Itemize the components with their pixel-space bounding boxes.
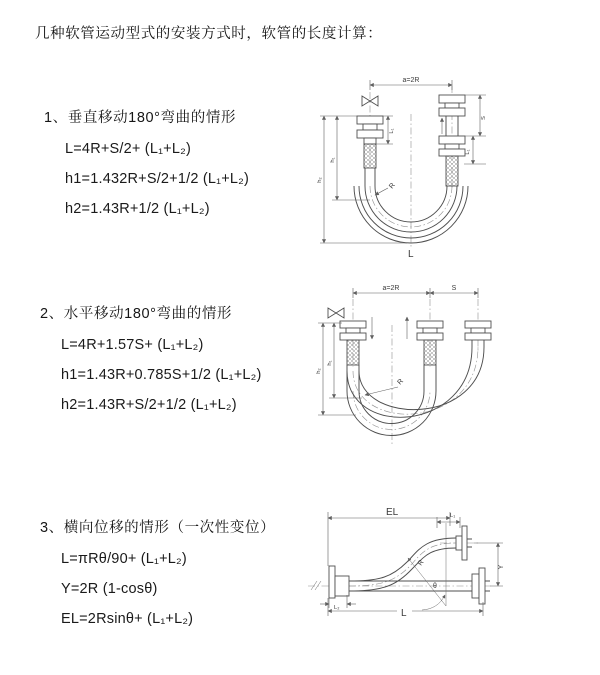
page-title: 几种软管运动型式的安装方式时，软管的长度计算： bbox=[35, 26, 383, 42]
dim-label-y: Y bbox=[498, 564, 505, 570]
section-lateral-displacement bbox=[40, 516, 275, 634]
dim-label-l1-left: L₁ bbox=[389, 128, 395, 134]
radius-leader bbox=[365, 387, 398, 395]
dim-label-h2: h₂ bbox=[317, 177, 323, 183]
radius-label: R bbox=[416, 558, 426, 568]
formula-line: Y=2R (1-cosθ) bbox=[61, 581, 158, 597]
radius-leader bbox=[375, 188, 388, 195]
dim-label-el: EL bbox=[386, 507, 399, 518]
dim-label-h1: h₁ bbox=[330, 157, 336, 163]
right-end-fitting-displaced bbox=[465, 321, 491, 340]
formula-line: L=4R+S/2+ (L₁+L₂) bbox=[65, 141, 191, 157]
length-label: L bbox=[408, 249, 414, 260]
section-vertical-movement bbox=[44, 106, 249, 224]
diagram-labels bbox=[317, 77, 487, 260]
dim-label-h1: h₁ bbox=[327, 360, 333, 366]
formula-line: L=πRθ/90+ (L₁+L₂) bbox=[61, 551, 187, 567]
formula-line: EL=2Rsinθ+ (L₁+L₂) bbox=[61, 611, 194, 627]
left-flange-fitting bbox=[329, 566, 349, 598]
hose-body bbox=[347, 347, 484, 436]
radius-label: R bbox=[396, 377, 405, 387]
dimension-lines bbox=[318, 288, 478, 415]
dim-label-l1: L₁ bbox=[450, 513, 456, 519]
left-end-fitting bbox=[357, 116, 383, 168]
braid-section bbox=[424, 340, 436, 365]
braid-section bbox=[446, 156, 458, 186]
section-heading: 3、横向位移的情形（一次性变位） bbox=[40, 520, 276, 536]
length-label: L bbox=[401, 608, 407, 619]
valve-icon bbox=[328, 308, 344, 318]
braid-section bbox=[364, 144, 376, 168]
dim-label-l1-right: L₁ bbox=[465, 149, 471, 155]
angle-arc-arrow bbox=[422, 595, 445, 610]
dimension-lines bbox=[320, 80, 486, 243]
section-heading: 2、水平移动180°弯曲的情形 bbox=[40, 306, 233, 322]
section-horizontal-movement bbox=[40, 302, 262, 420]
braid-section bbox=[347, 340, 359, 365]
dim-label-a2r: a=2R bbox=[402, 77, 420, 84]
dim-label-s: S bbox=[481, 116, 487, 120]
diagram-horizontal-180-bend bbox=[310, 283, 555, 463]
hose-body bbox=[349, 538, 456, 591]
formula-line: h2=1.43R+1/2 (L₁+L₂) bbox=[65, 201, 210, 217]
right-end-fitting-upper-position bbox=[439, 95, 465, 116]
construction-lines bbox=[408, 523, 446, 610]
right-end-fitting-lower-position bbox=[439, 136, 465, 186]
formula-line: h1=1.43R+0.785S+1/2 (L₁+L₂) bbox=[61, 367, 262, 383]
radius-line bbox=[408, 558, 446, 606]
formula-line: h1=1.432R+S/2+1/2 (L₁+L₂) bbox=[65, 171, 250, 187]
dim-label-a2r: a=2R bbox=[382, 285, 400, 292]
radius-label: R bbox=[388, 181, 397, 191]
axis-break-mark bbox=[311, 581, 321, 590]
diagram-vertical-180-bend bbox=[312, 68, 552, 263]
section-heading: 1、垂直移动180°弯曲的情形 bbox=[44, 110, 237, 126]
right-flange-fitting-original bbox=[472, 568, 485, 604]
left-end-fitting bbox=[340, 321, 366, 365]
dim-label-s: S bbox=[451, 285, 457, 292]
formula-line: L=4R+1.57S+ (L₁+L₂) bbox=[61, 337, 204, 353]
middle-end-fitting bbox=[417, 321, 443, 365]
diagram-lateral-displacement bbox=[300, 498, 600, 646]
dim-label-h2: h₂ bbox=[316, 368, 322, 374]
hose-displaced-position bbox=[347, 347, 472, 417]
top-flange-fitting-displaced bbox=[456, 526, 467, 560]
formula-line: h2=1.43R+S/2+1/2 (L₁+L₂) bbox=[61, 397, 237, 413]
angle-label: θ bbox=[433, 583, 437, 590]
dim-label-l2: L₂ bbox=[334, 605, 340, 611]
